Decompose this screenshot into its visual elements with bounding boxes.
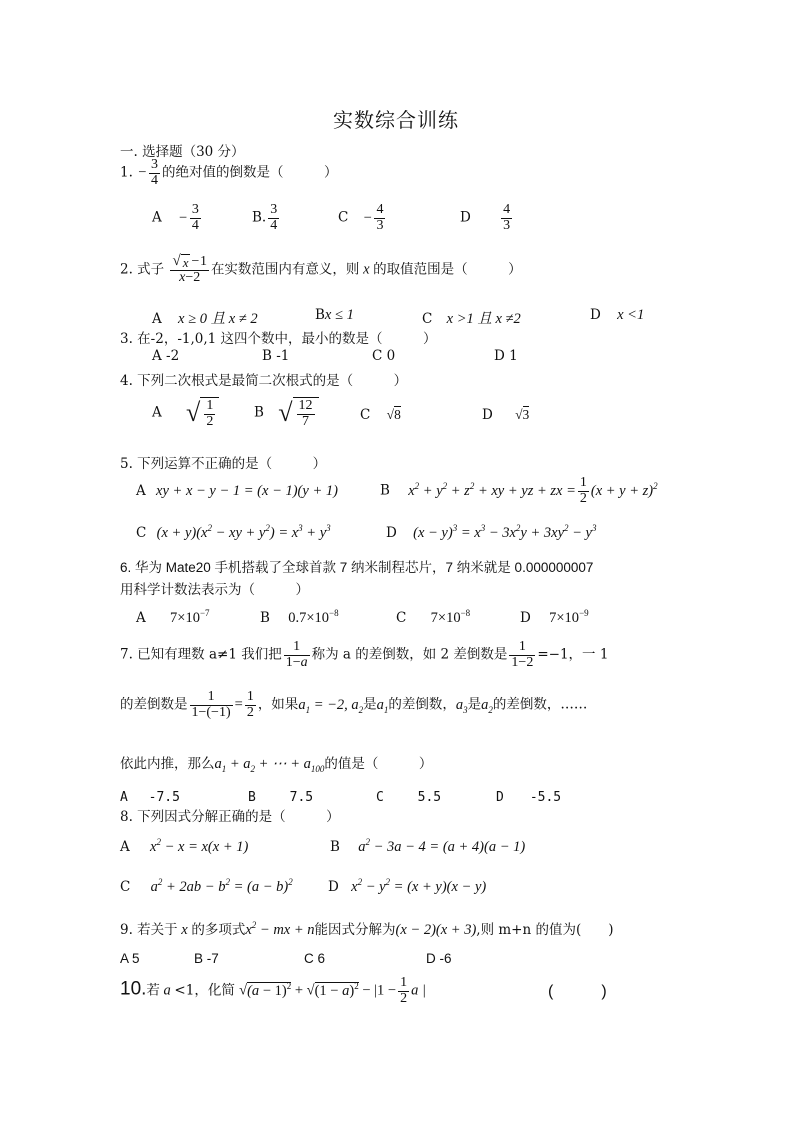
q4-option-c-label: C bbox=[360, 407, 371, 423]
q7-text-7: 的差倒数，…… bbox=[492, 696, 588, 713]
q9-option-a: A 5 bbox=[120, 951, 140, 966]
q1-options: A − $\frac{3}{4}$ bbox=[152, 202, 199, 233]
q6-option-a: A $7\times 10^{-7}$ bbox=[136, 608, 210, 626]
q2-option-b-label: B bbox=[315, 307, 325, 323]
q10-number: 10. bbox=[120, 978, 147, 1000]
q8-option-a-label: A bbox=[120, 838, 130, 855]
q7-text-5: ，如果 bbox=[257, 696, 299, 713]
q1-option-b: B. $\frac{3}{4}$ bbox=[252, 202, 278, 233]
q7-text-2: 称为 a 的差倒数，如 2 差倒数是 bbox=[311, 646, 508, 663]
q1-option-d-label: D bbox=[460, 209, 471, 226]
question-7-line-2: 的差倒数是 $\frac{1}{1-(-1)}$ = $\frac{1}{2}$ ，如果$a_1 = -2$, $a_2$是$a_1$的差倒数，$a_3$是$a_2$的差倒数，…… bbox=[120, 689, 588, 720]
q7-text-1: 7. 已知有理数 a≠1 我们把 bbox=[120, 646, 282, 663]
q8-option-d-label: D bbox=[328, 878, 339, 895]
q5-option-a-label: A bbox=[136, 483, 146, 499]
q8-option-b-label: B bbox=[330, 838, 340, 855]
q4-option-a: A √ $\frac{1}{2}$ bbox=[152, 397, 219, 429]
q4-option-b: B √ $\frac{12}{7}$ bbox=[254, 397, 319, 429]
q6-option-b: B $0.7\times 10^{-8}$ bbox=[260, 608, 339, 626]
q2-option-b bbox=[315, 307, 354, 324]
q4-option-d: D √3 bbox=[482, 407, 530, 423]
q5-option-d: D $(x - y)^3 = x^3 - 3x^2y + 3xy^2 - y^3$ bbox=[386, 523, 597, 541]
q9-option-b: B -7 bbox=[194, 951, 219, 966]
q3-option-b: B -1 bbox=[262, 348, 290, 364]
q3-option-a: A -2 bbox=[152, 348, 180, 364]
q9-text-4: ,则 m+n 的值为( ) bbox=[476, 922, 614, 938]
q9-text-1: 9. 若关于 bbox=[120, 922, 178, 938]
q7-option-b: B 7.5 bbox=[248, 790, 314, 805]
q2-option-a-text: x ≥ 0 且 x ≠ 2 bbox=[178, 311, 258, 327]
question-9: 9. 若关于 x 的多项式$x^2$ − mx + n能因式分解为(x − 2)(x + 3),则 m+n 的值为( ) bbox=[120, 920, 614, 938]
q8-option-d: D $x^2 - y^2 = (x + y)(x - y)$ bbox=[328, 877, 487, 895]
q6-option-d-label: D bbox=[520, 609, 531, 626]
q8-option-c: C $a^2 + 2ab - b^2 = (a - b)^2$ bbox=[120, 877, 293, 895]
q10-answer-paren: ( ) bbox=[548, 983, 607, 1000]
q7-text-4: 的差倒数是 bbox=[120, 696, 188, 713]
q2-option-d bbox=[590, 307, 644, 324]
question-1: 1. − $\frac{3}{4}$ 的绝对值的倒数是（ ） bbox=[120, 157, 338, 188]
q7-option-d: D -5.5 bbox=[496, 790, 562, 805]
q4-option-c: C √8 bbox=[360, 407, 401, 423]
q2-option-c-label: C bbox=[422, 311, 433, 327]
q6-option-d: D $7\times 10^{-9}$ bbox=[520, 608, 589, 626]
q4-option-d-label: D bbox=[482, 407, 493, 423]
q5-option-a: A xy + x − y − 1 = (x − 1)(y + 1) bbox=[136, 483, 338, 499]
question-8: 8. 下列因式分解正确的是（ ） bbox=[120, 809, 340, 825]
q5-option-b: B $x^2 + y^2 + z^2$ + xy + yz + zx = $\frac{1}{2}$ $(x + y + z)^2$ bbox=[380, 475, 658, 506]
page-title: 实数综合训练 bbox=[333, 108, 459, 132]
q10-text-1: 若 bbox=[146, 982, 160, 999]
q7-text-3: =−1，一 1 bbox=[537, 646, 609, 663]
q2-option-c bbox=[422, 307, 521, 328]
q9-text-2: 的多项式 bbox=[191, 922, 246, 938]
q2-option-d-text: x <1 bbox=[617, 307, 645, 323]
q7-text-8: 依此内推，那么 bbox=[120, 756, 215, 772]
q8-option-c-label: C bbox=[120, 878, 131, 895]
q6-option-c: C $7\times 10^{-8}$ bbox=[396, 608, 471, 626]
q5-option-d-label: D bbox=[386, 524, 397, 541]
question-5: 5. 下列运算不正确的是（ ） bbox=[120, 456, 327, 472]
q2-number: 2. 式子 bbox=[120, 261, 165, 278]
question-7-line-3: 依此内推，那么$a_1 + a_2$ + ⋯ + $a_{100}$的值是（ ） bbox=[120, 756, 433, 774]
q8-option-a: A $x^2 - x = x(x + 1)$ bbox=[120, 837, 249, 855]
q2-options bbox=[152, 307, 258, 328]
q1-option-c-label: C bbox=[338, 209, 349, 226]
q8-option-b: B $a^2 - 3a - 4 = (a + 4)(a - 1)$ bbox=[330, 837, 526, 855]
q2-option-b-text: x ≤ 1 bbox=[324, 307, 354, 323]
question-10: 10.若 a <1，化简 $√(a - 1)^2 + √(1 - a)^2 - |1$ − $\frac{1}{2}$ a | bbox=[120, 975, 426, 1006]
q1-number: 1. bbox=[120, 164, 133, 181]
q5-option-b-label: B bbox=[380, 482, 390, 499]
question-6-line-1: 6. 华为 Mate20 手机搭载了全球首款 7 纳米制程芯片，7 纳米就是 0.000000007 bbox=[120, 560, 594, 575]
q1-option-b-label: B. bbox=[252, 209, 267, 226]
q4-option-a-label: A bbox=[152, 404, 162, 421]
q1-stem: 的绝对值的倒数是（ ） bbox=[161, 164, 338, 181]
q7-option-c: C 5.5 bbox=[376, 790, 442, 805]
q9-option-d: D -6 bbox=[426, 951, 452, 966]
question-4: 4. 下列二次根式是最简二次根式的是（ ） bbox=[120, 373, 408, 389]
question-6-line-2: 用科学计数法表示为（ ） bbox=[120, 582, 309, 598]
q10-text-2: ，化简 bbox=[194, 982, 235, 999]
section-heading: 一. 选择题（30 分） bbox=[120, 144, 245, 160]
q7-text-6: 的差倒数， bbox=[388, 696, 456, 713]
q9-option-c: C 6 bbox=[304, 951, 326, 966]
q5-option-c: C $(x + y)(x^2$ − xy + $y^2) = x^3 + y^3$ bbox=[136, 523, 331, 541]
q2-option-a: A bbox=[152, 311, 162, 327]
q6-option-a-label: A bbox=[136, 609, 146, 626]
q2-stem: 在实数范围内有意义，则 bbox=[210, 261, 360, 278]
question-3: 3. 在-2，-1,0,1 这四个数中，最小的数是（ ） bbox=[120, 331, 437, 347]
q6-option-b-label: B bbox=[260, 609, 270, 626]
q2-option-c-text: x >1 且 x ≠2 bbox=[446, 311, 521, 327]
q6-option-c-label: C bbox=[396, 609, 407, 626]
q7-text-9: 的值是（ ） bbox=[324, 756, 433, 772]
q4-option-b-label: B bbox=[254, 404, 264, 421]
q3-option-c: C 0 bbox=[372, 348, 396, 364]
q2-stem-tail: 的取值范围是（ ） bbox=[373, 261, 522, 278]
q9-text-3: 能因式分解为 bbox=[314, 922, 396, 938]
q1-option-a: A bbox=[152, 209, 162, 226]
q2-option-d-label: D bbox=[590, 307, 601, 323]
q7-option-a: A -7.5 bbox=[120, 790, 180, 805]
question-7-line-1: 7. 已知有理数 a≠1 我们把 $\frac{1}{1-a}$ 称为 a 的差倒数，如 2 差倒数是 $\frac{1}{1-2}$ =−1，一 1 bbox=[120, 639, 609, 670]
q5-option-c-label: C bbox=[136, 524, 147, 541]
question-2: 2. 式子 $\frac{√ x -1}{x-2}$ 在实数范围内有意义，则 x 的取值范围是（ ） bbox=[120, 253, 522, 285]
q1-option-c: C − $\frac{4}{3}$ bbox=[338, 202, 384, 233]
q3-option-d: D 1 bbox=[494, 348, 518, 364]
q1-option-d: D $\frac{4}{3}$ bbox=[460, 202, 511, 233]
